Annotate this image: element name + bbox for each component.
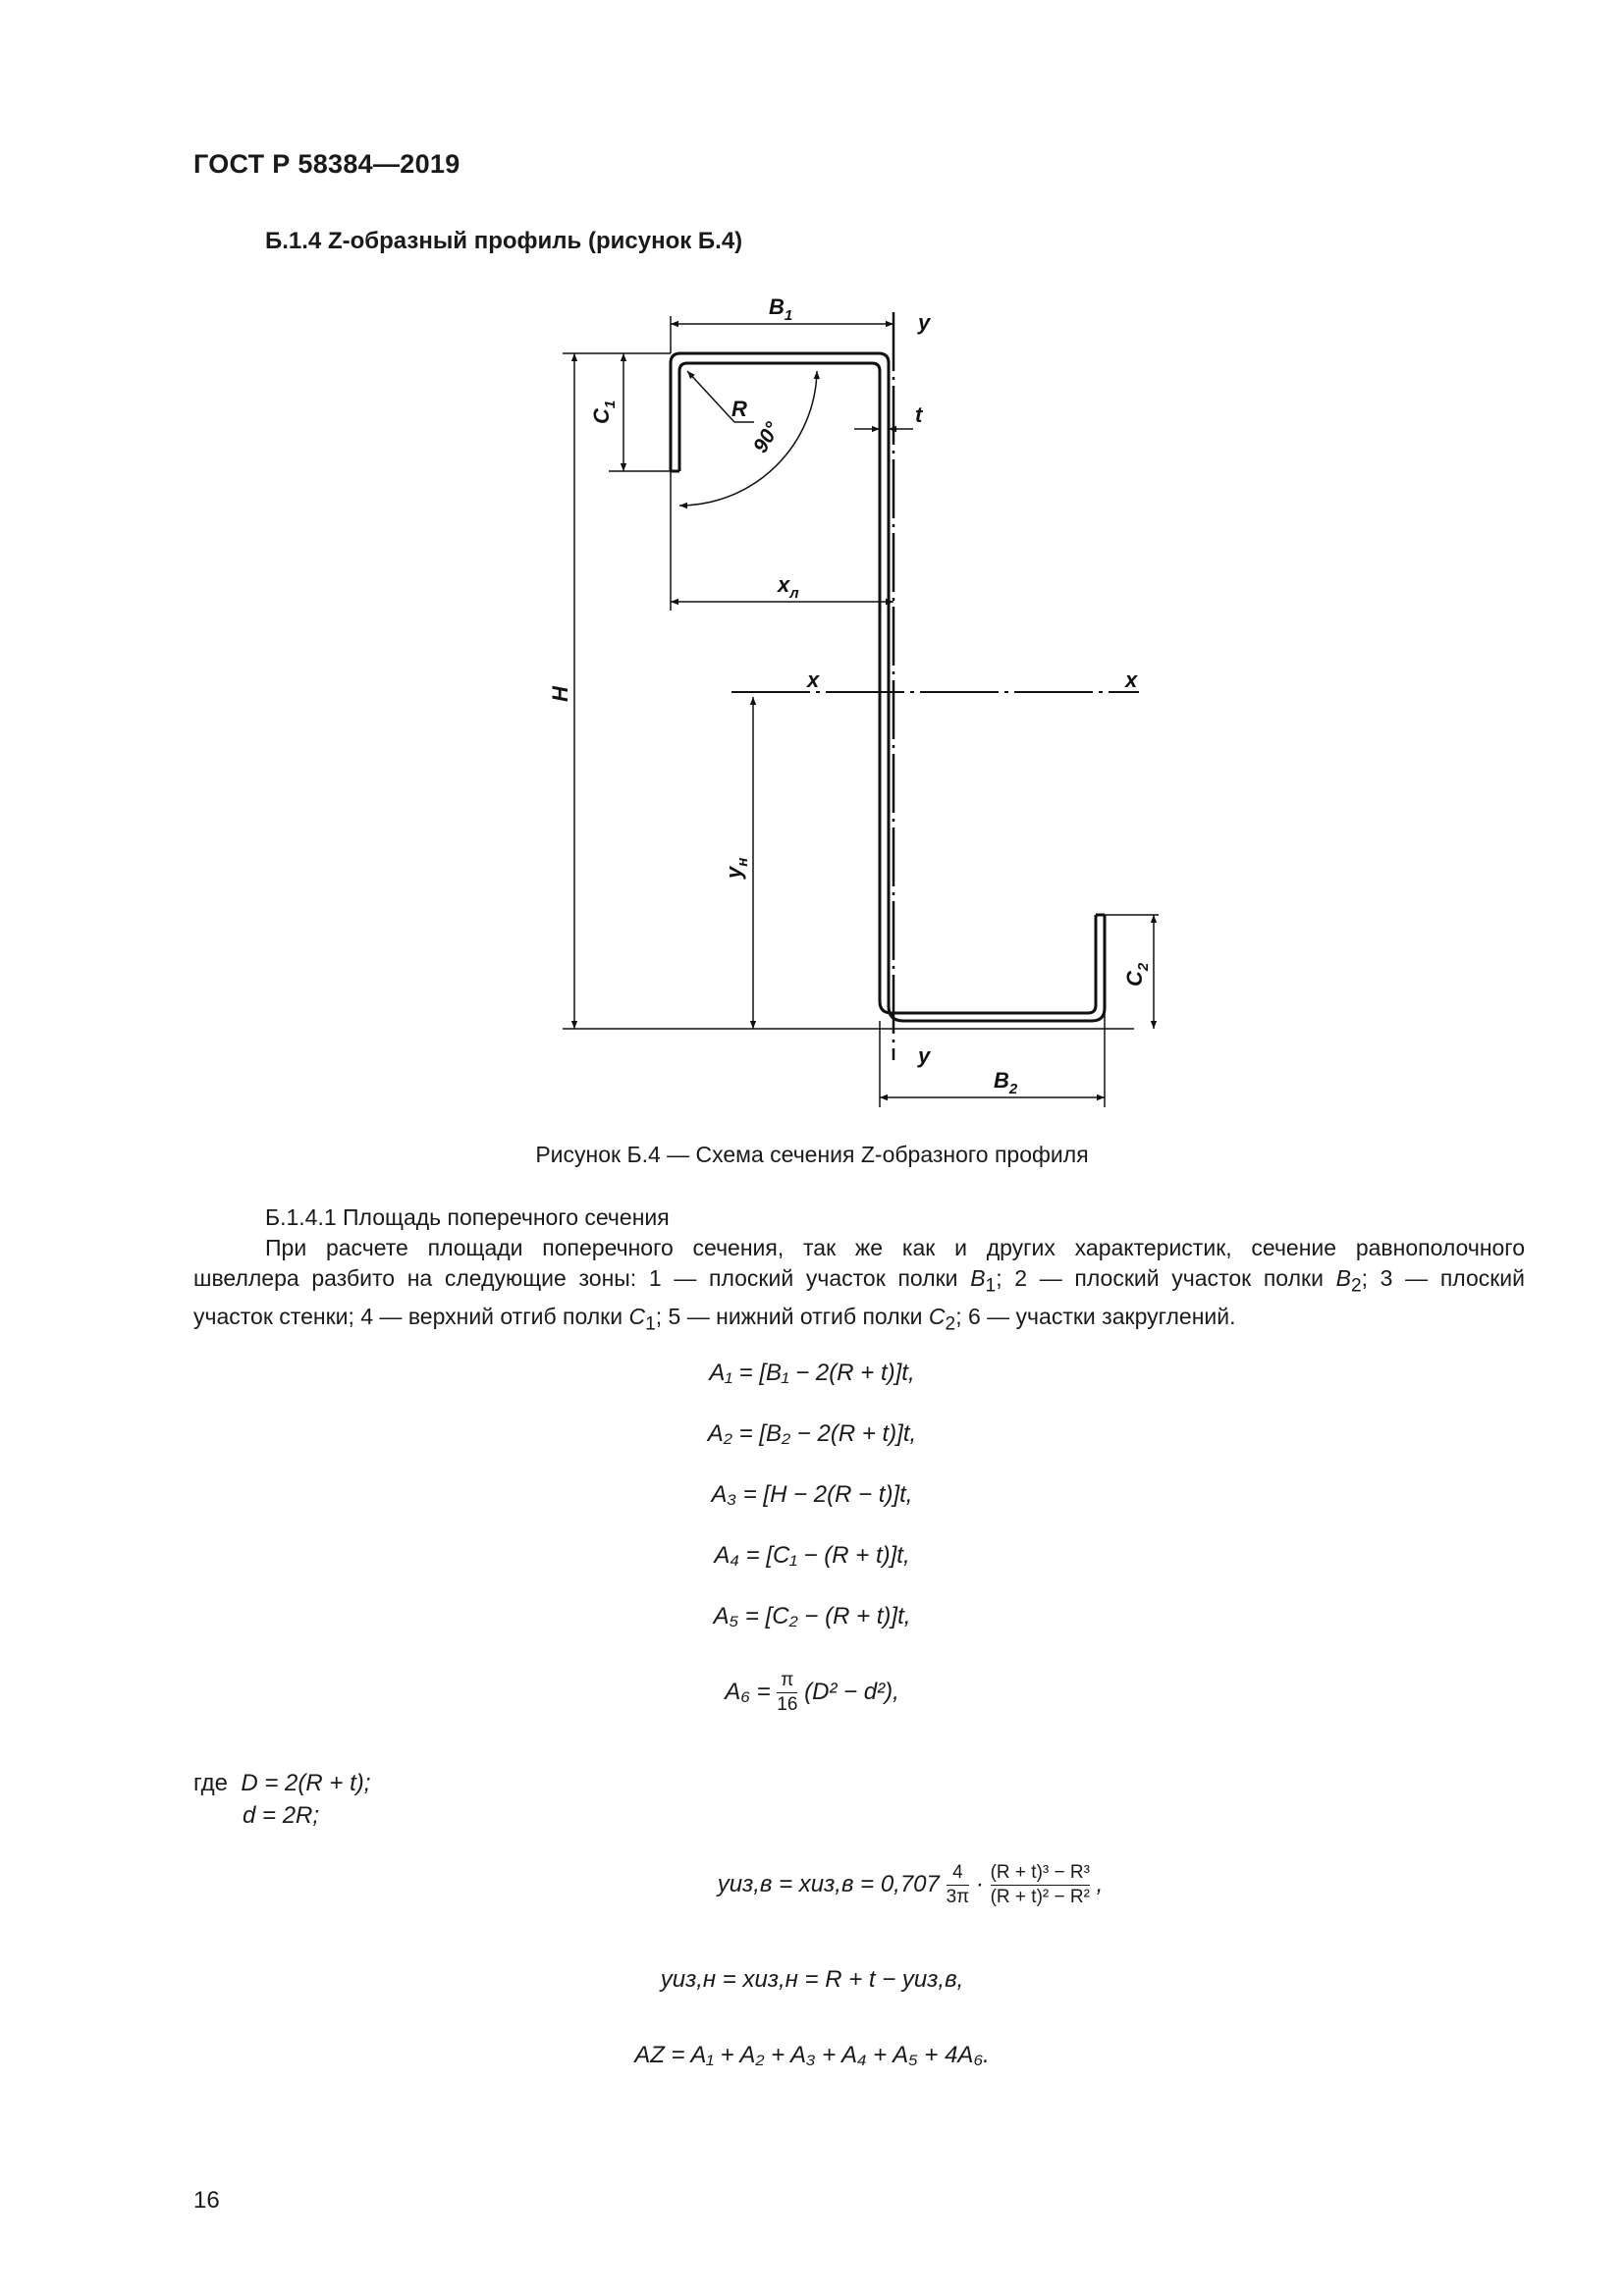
- radius-leader: [687, 371, 734, 422]
- label-y-top: y: [918, 310, 931, 335]
- document-code: ГОСТ Р 58384—2019: [193, 149, 460, 179]
- paragraph-line-3: участок стенки; 4 — верхний отгиб полки $C_1$; 5 — нижний отгиб полки $C_2$; 6 — участки закруглений.: [193, 1303, 1236, 1335]
- where-block: [193, 1767, 370, 1832]
- label-t: t: [915, 402, 923, 427]
- figure-caption: Рисунок Б.4 — Схема сечения Z-образного профиля: [535, 1142, 1089, 1167]
- label-x-left: x: [807, 667, 820, 692]
- label-h: H: [548, 686, 572, 702]
- where-line-2: d = 2R;: [243, 1802, 320, 1829]
- formula-a4: A₄ = [C₁ − (R + t)]t,: [714, 1542, 910, 1569]
- paragraph-line-1: При расчете площади поперечного сечения, так же как и других характеристик, сечение равнополочного: [265, 1235, 1525, 1260]
- formula-y-iz-n: yиз,н = xиз,н = R + t − yиз,в,: [660, 1966, 964, 1993]
- label-b2: $B_2$: [994, 1068, 1018, 1097]
- label-r: R: [731, 397, 747, 421]
- formula-a5: A₅ = [C₂ − (R + t)]t,: [713, 1603, 911, 1629]
- subsection-heading: Б.1.4.1 Площадь поперечного сечения: [265, 1204, 670, 1230]
- figure-z-profile: [530, 294, 1159, 1114]
- formula-y-iz-v-fraction-2: $\frac{\text{(R + t)³ − R³}}{\text{(R + t)² − R²}}$: [990, 1862, 1090, 1907]
- paragraph-line-2: швеллера разбито на следующие зоны: 1 — плоский участок полки $B_1$; 2 — плоский участок полки $B_2$; 3 — плоский: [193, 1265, 1526, 1297]
- page-number: 16: [193, 2187, 220, 2214]
- formula-y-iz-v: yиз,в = xиз,в = 0,707 $\frac{4}{3\pi}$ · $\frac{\text{(R + t)³ − R³}}{\text{(R + t)² − R²}}$ ,: [717, 1862, 1104, 1907]
- section-title: Б.1.4 Z-образный профиль (рисунок Б.4): [265, 228, 743, 254]
- z-profile-drawing: [530, 294, 1159, 1109]
- label-b1: $B_1$: [769, 294, 793, 324]
- formula-y-iz-v-fraction-1: $\frac{4}{3\pi}$: [946, 1862, 970, 1907]
- label-xl: $x_л$: [778, 572, 799, 602]
- formula-a6: A₆ = $\frac{\pi}{16}$ (D² − d²),: [725, 1670, 899, 1715]
- formula-a2: A₂ = [B₂ − 2(R + t)]t,: [707, 1420, 917, 1447]
- where-line-1: где D = 2(R + t);: [193, 1770, 371, 1796]
- label-y-bottom: y: [918, 1043, 931, 1068]
- profile-outer-contour: [671, 353, 1105, 1021]
- label-c2: $C_2$: [1122, 962, 1152, 987]
- paragraph: [193, 1233, 1525, 1339]
- label-angle: 90°: [748, 418, 785, 457]
- formula-az: AZ = A₁ + A₂ + A₃ + A₄ + A₅ + 4A₆.: [634, 2042, 990, 2068]
- label-x-right: x: [1125, 667, 1138, 692]
- formula-a3: A₃ = [H − 2(R − t)]t,: [711, 1481, 913, 1508]
- formula-a1: A₁ = [B₁ − 2(R + t)]t,: [709, 1360, 915, 1386]
- label-yn: $y_н$: [722, 857, 751, 879]
- label-c1: $C_1$: [589, 400, 619, 424]
- formula-a6-fraction: $\frac{\pi}{16}$: [777, 1670, 798, 1715]
- angle-arc: [679, 371, 817, 506]
